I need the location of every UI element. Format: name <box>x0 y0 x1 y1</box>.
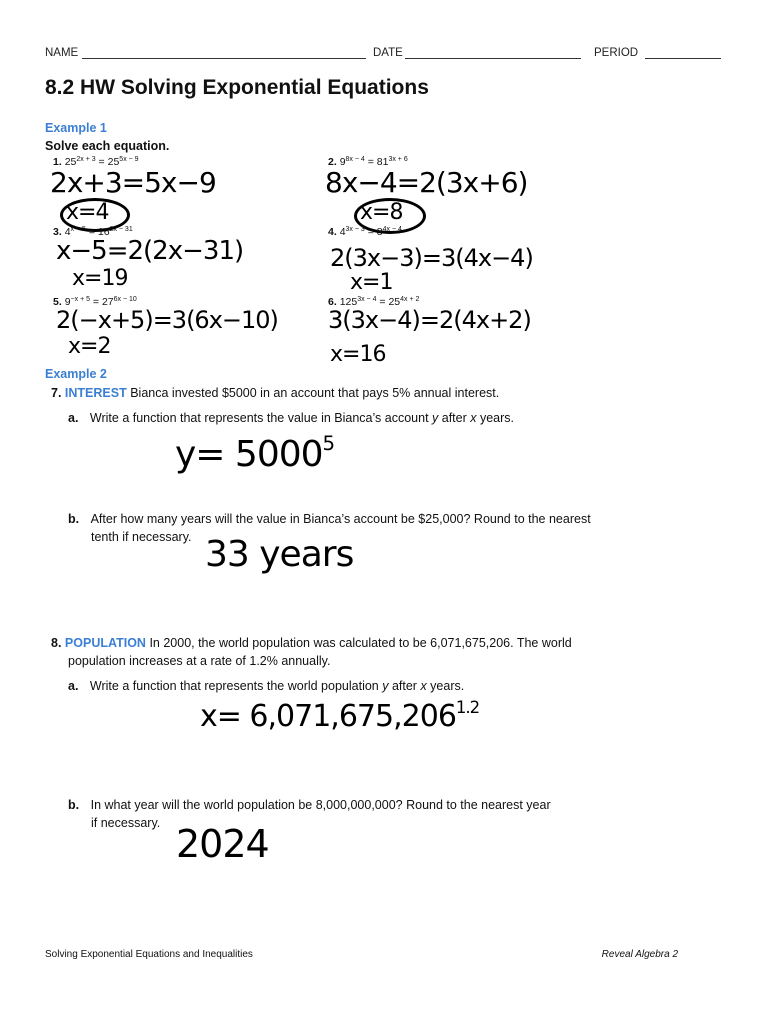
problem-3: 3. $4^{x - 5} = 16^{2x - 31}$ <box>53 226 133 238</box>
period-line[interactable] <box>645 58 721 59</box>
question-7b-line2: tenth if necessary. <box>91 530 192 544</box>
rhs-exponent: 4x − 4 <box>382 226 402 233</box>
problem-number: 1. <box>53 156 62 168</box>
problem-number: 2. <box>328 156 337 168</box>
rhs-exponent: 2x − 31 <box>109 226 133 233</box>
question-7b <box>68 510 591 528</box>
question-8a <box>68 677 464 695</box>
problem-2: 2. $9^{8x - 4} = 81^{3x + 6}$ <box>328 156 408 168</box>
lhs-exponent: −x + 5 <box>70 296 90 303</box>
var-x: x <box>470 411 477 425</box>
lhs-base: 4 <box>339 226 346 238</box>
example-1-label: Example 1 <box>45 121 107 135</box>
period-label: PERIOD <box>594 47 639 59</box>
problem-2-answer: x=8 <box>360 200 403 225</box>
page-title: 8.2 HW Solving Exponential Equations <box>45 76 429 99</box>
question-8-line2: population increases at a rate of 1.2% annually. <box>68 654 331 668</box>
var-y: y <box>382 679 389 693</box>
rhs-base: 16 <box>97 226 110 238</box>
problem-2-work: 8x−4=2(3x+6) <box>325 166 528 199</box>
problem-number: 5. <box>53 296 62 308</box>
rhs-exponent: 5x − 9 <box>119 156 139 163</box>
part-text: In what year will the world population be 8,000,000,000? Round to the nearest year <box>90 798 551 812</box>
answer-main: y= 5000 <box>175 433 323 475</box>
footer-right: Reveal Algebra 2 <box>601 949 678 960</box>
part-text: years. <box>426 679 465 693</box>
question-8b-line2: if necessary. <box>91 816 161 830</box>
answer-exponent: 1.2 <box>455 698 480 717</box>
problem-number: 3. <box>53 226 62 238</box>
part-letter: b. <box>68 798 80 812</box>
var-y: y <box>432 411 439 425</box>
footer-left: Solving Exponential Equations and Inequalities <box>45 949 253 960</box>
question-7 <box>51 384 499 402</box>
question-text: In 2000, the world population was calculated to be 6,071,675,206. The world <box>149 636 572 650</box>
lhs-base: 9 <box>64 296 71 308</box>
problem-6: 6. $125^{3x - 4} = 25^{4x + 2}$ <box>328 296 420 308</box>
date-line[interactable] <box>405 58 581 59</box>
problem-4-answer: x=1 <box>350 270 393 295</box>
question-number: 8. <box>51 636 62 650</box>
question-keyword: POPULATION <box>64 636 146 650</box>
lhs-exponent: 8x − 4 <box>345 156 365 163</box>
lhs-exponent: 3x − 3 <box>345 226 365 233</box>
part-text: after <box>438 411 471 425</box>
part-text: After how many years will the value in Bianca’s account be $25,000? Round to the nearest <box>90 512 591 526</box>
question-7a-answer <box>175 432 334 475</box>
problem-number: 6. <box>328 296 337 308</box>
problem-6-answer: x=16 <box>330 342 386 367</box>
part-letter: a. <box>68 411 79 425</box>
answer-exponent: 5 <box>322 432 335 455</box>
name-line[interactable] <box>82 58 366 59</box>
part-letter: a. <box>68 679 79 693</box>
problem-6-work: 3(3x−4)=2(4x+2) <box>328 306 531 334</box>
question-8b <box>68 796 551 814</box>
rhs-base: 8 <box>376 226 383 238</box>
question-text: Bianca invested $5000 in an account that pays 5% annual interest. <box>130 386 500 400</box>
date-label: DATE <box>373 47 403 59</box>
lhs-base: 4 <box>64 226 71 238</box>
name-label: NAME <box>45 47 79 59</box>
problem-5-answer: x=2 <box>68 334 111 359</box>
question-7b-answer: 33 years <box>205 534 354 575</box>
lhs-exponent: 2x + 3 <box>76 156 96 163</box>
var-x: x <box>420 679 427 693</box>
problem-4: 4. $4^{3x - 3} = 8^{4x - 4}$ <box>328 226 402 238</box>
question-keyword: INTEREST <box>64 386 127 400</box>
lhs-exponent: x − 5 <box>70 226 86 233</box>
part-text: years. <box>476 411 515 425</box>
lhs-base: 125 <box>339 296 358 308</box>
rhs-base: 81 <box>376 156 389 168</box>
part-text: Write a function that represents the value in Bianca’s account <box>89 411 433 425</box>
problem-1-answer: x=4 <box>66 200 109 225</box>
question-7a <box>68 409 514 427</box>
part-text: after <box>388 679 421 693</box>
instructions: Solve each equation. <box>45 139 170 153</box>
problem-5-work: 2(−x+5)=3(6x−10) <box>56 306 278 334</box>
problem-5: 5. $9^{-x + 5} = 27^{6x - 10}$ <box>53 296 137 308</box>
rhs-base: 25 <box>388 296 401 308</box>
part-text: Write a function that represents the world population <box>89 679 383 693</box>
question-8 <box>51 634 572 652</box>
question-number: 7. <box>51 386 62 400</box>
problem-4-work: 2(3x−3)=3(4x−4) <box>330 244 533 272</box>
question-8b-answer: 2024 <box>176 822 269 866</box>
part-letter: b. <box>68 512 80 526</box>
question-8a-answer <box>200 698 479 734</box>
rhs-base: 27 <box>101 296 114 308</box>
lhs-base: 25 <box>64 156 77 168</box>
lhs-exponent: 3x − 4 <box>357 296 377 303</box>
rhs-exponent: 3x + 6 <box>388 156 408 163</box>
rhs-exponent: 4x + 2 <box>400 296 420 303</box>
problem-3-work: x−5=2(2x−31) <box>56 236 244 266</box>
problem-1: 1. $25^{2x + 3} = 25^{5x - 9}$ <box>53 156 139 168</box>
rhs-base: 25 <box>107 156 120 168</box>
problem-number: 4. <box>328 226 337 238</box>
rhs-exponent: 6x − 10 <box>113 296 137 303</box>
problem-1-work: 2x+3=5x−9 <box>50 166 216 199</box>
answer-main: x= 6,071,675,206 <box>200 699 456 735</box>
example-2-label: Example 2 <box>45 367 107 381</box>
problem-3-answer: x=19 <box>72 266 128 291</box>
lhs-base: 9 <box>339 156 346 168</box>
